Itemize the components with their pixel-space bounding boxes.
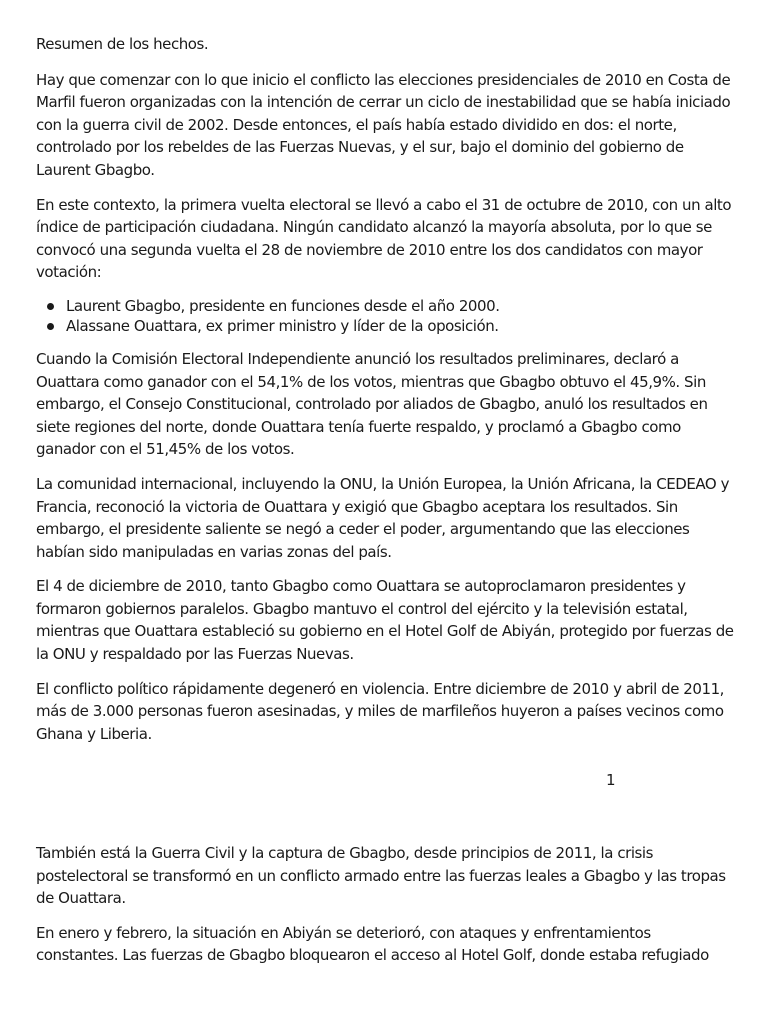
document-page-1: [36, 33, 736, 757]
paragraph-5: El 4 de diciembre de 2010, tanto Gbagbo como Ouattara se autoproclamaron presidentes y formaron gobiernos paralelos. Gbagbo mantuvo el control del ejército y la televisión estatal, mientras que Ouattara estableció su gobierno en el Hotel Golf de Abiyán, protegido por fuerzas de la ONU y respaldado por las Fuerzas Nuevas.: [36, 577, 734, 664]
list-item: [36, 316, 736, 336]
bullet-icon: [47, 323, 54, 330]
paragraph-2: En este contexto, la primera vuelta electoral se llevó a cabo el 31 de octubre de 2010, con un alto índice de participación ciudadana. Ningún candidato alcanzó la mayoría absoluta, por lo que se convocó una segunda vuelta el 28 de noviembre de 2010 entre los dos candidatos con mayor votación:: [36, 195, 732, 282]
bullet-icon: [47, 303, 54, 310]
paragraph-7: También está la Guerra Civil y la captura de Gbagbo, desde principios de 2011, la crisis postelectoral se transformó en un conflicto armado entre las fuerzas leales a Gbagbo y las tropas de Ouattara.: [36, 844, 726, 908]
section-heading: Resumen de los hechos.: [36, 35, 209, 53]
paragraph-3: Cuando la Comisión Electoral Independiente anunció los resultados preliminares, declaró a Ouattara como ganador con el 54,1% de los votos, mientras que Gbagbo obtuvo el 45,9%. Sin embargo, el Consejo Constitucional, controlado por aliados de Gbagbo, anuló los resultados en siete regiones del norte, donde Ouattara tenía fuerte respaldo, y proclamó a Gbagbo como ganador con el 51,45% de los votos.: [36, 349, 708, 459]
list-item-text: Laurent Gbagbo, presidente en funciones desde el año 2000.: [66, 296, 500, 315]
paragraph-1: Hay que comenzar con lo que inicio el conflicto las elecciones presidenciales de 2010 en Costa de Marfil fueron organizadas con la intención de cerrar un ciclo de inestabilidad que se había iniciado con la guerra civil de 2002. Desde entonces, el país había estado dividido en dos: el norte, controlado por los rebeldes de las Fuerzas Nuevas, y el sur, bajo el dominio del gobierno de Laurent Gbagbo.: [36, 70, 731, 179]
document-page-2: [36, 842, 736, 979]
paragraph-6: El conflicto político rápidamente degeneró en violencia. Entre diciembre de 2010 y abril de 2011, más de 3.000 personas fueron asesinadas, y miles de marfileños huyeron a países vecinos como Ghana y Liberia.: [36, 679, 724, 743]
paragraph-8: En enero y febrero, la situación en Abiyán se deterioró, con ataques y enfrentamientos constantes. Las fuerzas de Gbagbo bloquearon el acceso al Hotel Golf, donde estaba refugiado: [36, 923, 709, 965]
page-number: 1: [606, 771, 616, 789]
candidates-list: [36, 296, 736, 336]
list-item: [36, 296, 736, 316]
paragraph-4: La comunidad internacional, incluyendo la ONU, la Unión Europea, la Unión Africana, la CEDEAO y Francia, reconoció la victoria de Ouattara y exigió que Gbagbo aceptara los resultados. Sin embargo, el presidente saliente se negó a ceder el poder, argumentando que las elecciones habían sido manipuladas en varias zonas del país.: [36, 474, 730, 561]
list-item-text: Alassane Ouattara, ex primer ministro y líder de la oposición.: [66, 316, 499, 335]
